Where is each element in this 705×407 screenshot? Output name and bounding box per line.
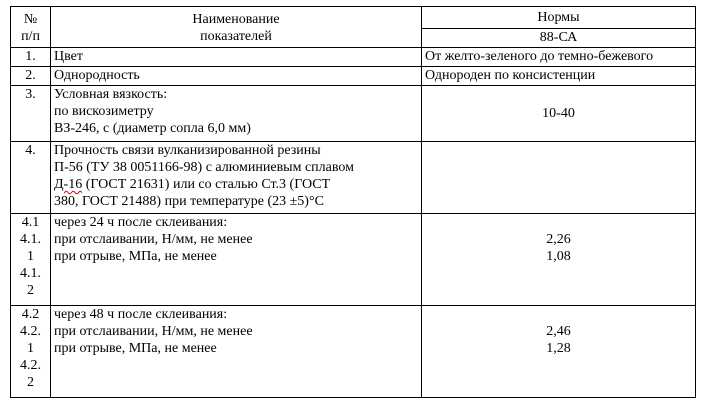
row-name-line: Условная вязкость: (54, 87, 168, 102)
row-number: 4.1. (20, 232, 41, 247)
header-number-line: п/п (21, 29, 40, 44)
row-name-cell (51, 214, 422, 306)
table-row (11, 86, 696, 142)
table-header-row (11, 7, 696, 48)
header-name-line: Наименование (192, 12, 280, 27)
table-row (11, 306, 696, 398)
row-number: 4.2. (20, 324, 41, 339)
row-value-cell (422, 142, 696, 214)
row-number-cell (11, 67, 51, 86)
header-number-line: № (23, 12, 38, 27)
row-value-line: 2,46 (546, 324, 571, 339)
row-number: 4. (25, 143, 36, 158)
row-name-cell (51, 86, 422, 142)
row-number: 1 (27, 341, 34, 356)
row-value-line: Однороден по консистенции (425, 68, 596, 83)
header-norms-label: Нормы (422, 7, 695, 29)
table-row (11, 67, 696, 86)
row-value-cell (422, 86, 696, 142)
row-name-cell (51, 142, 422, 214)
row-name-cell (51, 306, 422, 398)
header-name-line: показателей (200, 29, 272, 44)
row-name-line: при отрыве, МПа, не менее (54, 249, 217, 264)
row-number-cell (11, 214, 51, 306)
table-row (11, 214, 696, 306)
spellcheck-marked-word: Д-16 (54, 177, 83, 192)
row-value-line: 10-40 (542, 106, 575, 121)
row-name-line: через 24 ч после склеивания: (54, 215, 228, 230)
row-value-line: 1,08 (546, 249, 571, 264)
specification-table (10, 6, 696, 398)
row-name-line: П-56 (ТУ 38 0051166-98) с алюминиевым сплавом (54, 160, 354, 175)
row-number-cell (11, 306, 51, 398)
header-grade-label: 88-СА (539, 30, 578, 45)
row-name-line: по вискозиметру (54, 104, 154, 119)
row-value-line: 2,26 (546, 232, 571, 247)
row-name-line: при отслаивании, Н/мм, не менее (54, 324, 253, 339)
row-value-line: От желто-зеленого до темно-бежевого (425, 49, 654, 64)
row-name-line: при отрыве, МПа, не менее (54, 341, 217, 356)
table-row (11, 142, 696, 214)
row-number: 4.2. (20, 358, 41, 373)
row-value-line: 1,28 (546, 341, 571, 356)
header-number-cell (11, 7, 51, 48)
row-number: 4.1 (21, 215, 40, 230)
header-name-cell (51, 7, 422, 48)
value-spacer (425, 214, 692, 231)
row-name-line: при отслаивании, Н/мм, не менее (54, 232, 253, 247)
header-norms-cell (422, 7, 696, 48)
row-name-cell (51, 67, 422, 86)
row-value-cell (422, 67, 696, 86)
row-number: 3. (25, 87, 36, 102)
row-number: 1. (25, 49, 36, 64)
row-name-line: ВЗ-246, с (диаметр сопла 6,0 мм) (54, 121, 251, 136)
row-value-cell (422, 48, 696, 67)
row-name-line: через 48 ч после склеивания: (54, 307, 228, 322)
row-number: 2. (25, 68, 36, 83)
row-value-cell (422, 306, 696, 398)
row-name-line: Однородность (54, 68, 140, 83)
row-number: 4.2 (21, 307, 40, 322)
row-number: 2 (27, 283, 34, 298)
row-number: 1 (27, 249, 34, 264)
row-name-line: 380, ГОСТ 21488) при температуре (23 ±5)°С (54, 194, 324, 209)
value-spacer (425, 306, 692, 323)
row-value-cell (422, 214, 696, 306)
table-row (11, 48, 696, 67)
row-number-cell (11, 86, 51, 142)
row-name-line: Цвет (54, 49, 83, 64)
row-name-line: Д-16 (ГОСТ 21631) или со сталью Ст.3 (ГОСТ (54, 177, 331, 192)
row-name-line: Прочность связи вулканизированной резины (54, 143, 321, 158)
row-name-cell (51, 48, 422, 67)
row-number-cell (11, 48, 51, 67)
row-number: 4.1. (20, 266, 41, 281)
row-number: 2 (27, 375, 34, 390)
row-number-cell (11, 142, 51, 214)
